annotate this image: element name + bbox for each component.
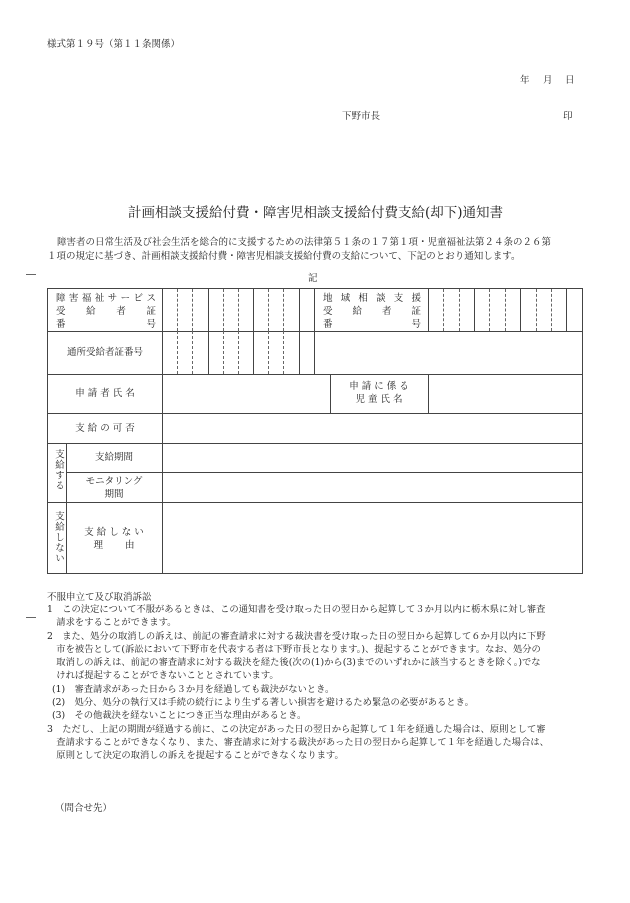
row-line <box>48 374 582 375</box>
col-line <box>162 289 163 573</box>
digit-divider <box>566 289 567 331</box>
recipient-label-char: 号 <box>146 319 156 330</box>
child-name-label-line2: 児 童 氏 名 <box>355 394 403 405</box>
row-line <box>66 472 582 473</box>
row-line <box>48 443 582 444</box>
form-number: 様式第１９号（第１１条関係） <box>47 39 181 50</box>
digit-divider <box>299 289 300 331</box>
notification-table <box>47 288 583 574</box>
digit-divider <box>253 289 254 331</box>
fold-mark-1 <box>26 274 36 275</box>
digit-divider <box>474 289 475 331</box>
appeal-line: 2 また、処分の取消しの訴えは、前記の審査請求に対する裁決書を受け取った日の翌日から起算して６か月以内に下野 <box>47 630 546 642</box>
col-line <box>428 374 429 413</box>
recipient-label-char: 受 <box>56 306 66 317</box>
digit-divider <box>551 289 552 331</box>
row-line <box>48 413 582 414</box>
digit-divider <box>177 331 178 374</box>
recipient-label-char: 給 <box>86 306 96 317</box>
regional-label-char: 番 <box>323 319 333 330</box>
appeal-line: 査請求することができなくなり、また、審査請求に対する裁決があった日の翌日から起算して１年を経過した場合は、 <box>47 736 549 748</box>
recipient-label-char: 障 <box>56 293 66 304</box>
monitoring-label-line2: 期間 <box>104 489 124 500</box>
regional-label-char: 域 <box>340 293 351 304</box>
contact-label: （問合せ先） <box>55 803 113 814</box>
regional-label-char: 者 <box>381 306 392 317</box>
recipient-label-char: 福 <box>81 293 92 304</box>
deny-group-label: 支給しない <box>53 511 64 564</box>
regional-label-char: 号 <box>411 319 421 330</box>
document-title: 計画相談支援給付費・障害児相談支援給付費支給(却下)通知書 <box>128 205 504 221</box>
appeal-line: 1 この決定について不服があるときは、この通知書を受け取った日の翌日から起算して３か月以内に栃木県に対し審査 <box>47 604 546 615</box>
ki-heading: 記 <box>308 273 318 284</box>
date-year: 年 <box>520 75 530 86</box>
digit-divider <box>238 289 239 331</box>
regional-label-char: 証 <box>411 306 421 317</box>
date-month: 月 <box>543 75 553 86</box>
child-name-label <box>330 380 428 406</box>
digit-divider <box>505 289 506 331</box>
digit-divider <box>283 331 284 374</box>
monitoring-period-label <box>66 475 162 501</box>
digit-divider <box>520 289 521 331</box>
seal-mark: 印 <box>563 111 573 122</box>
recipient-label-char: 害 <box>68 293 79 304</box>
grant-period-label: 支給期間 <box>94 452 133 463</box>
intro-paragraph <box>47 236 587 264</box>
row-line <box>48 502 582 503</box>
appeal-subitem: (1) 審査請求があった日から３か月を経過しても裁決がないとき。 <box>52 683 335 695</box>
approval-label: 支 給 の 可 否 <box>75 423 135 434</box>
digit-divider <box>192 289 193 331</box>
date-day: 日 <box>565 75 575 86</box>
appeal-heading: 不服申立て及び取消訴訟 <box>47 592 152 603</box>
recipient-label-char: 番 <box>56 319 66 330</box>
digit-divider <box>238 331 239 374</box>
recipient-label-char: ー <box>120 293 131 304</box>
digit-divider <box>489 289 490 331</box>
digit-divider <box>208 331 209 374</box>
appeal-line: 市を被告として(訴訟において下野市を代表する者は下野市長となります。)、提起することができます。なお、処分の <box>47 643 541 655</box>
deny-reason-line1: 支 給 し な い <box>84 527 144 538</box>
regional-label-char: 地 <box>323 293 333 304</box>
digit-divider <box>192 331 193 374</box>
fold-mark-2 <box>26 617 36 618</box>
digit-divider <box>443 289 444 331</box>
recipient-label-char: 者 <box>116 306 126 317</box>
recipient-label-char: ビ <box>133 293 144 304</box>
digit-divider <box>177 289 178 331</box>
appeal-line: 原則として決定の取消しの訴えを提起することができなくなります。 <box>47 750 344 762</box>
digit-divider <box>268 331 269 374</box>
col-line <box>314 331 315 374</box>
recipient-number-label <box>56 292 156 331</box>
col-line <box>314 289 315 331</box>
regional-label-char: 援 <box>411 293 421 304</box>
digit-divider <box>459 289 460 331</box>
digit-divider <box>283 289 284 331</box>
digit-divider <box>536 289 537 331</box>
digit-divider <box>268 289 269 331</box>
appeal-line: ければ提起することができないこととされています。 <box>47 670 279 682</box>
regional-label-char: 給 <box>352 306 362 317</box>
digit-divider <box>299 331 300 374</box>
appeal-subitem: (2) 処分、処分の執行又は手続の続行により生ずる著しい損害を避けるため緊急の必要があるとき。 <box>52 697 474 709</box>
monitoring-label-line1: モニタリング <box>85 476 143 487</box>
day-care-number-label: 通所受給者証番号 <box>66 347 143 358</box>
digit-divider <box>223 331 224 374</box>
applicant-name-label: 申 請 者 氏 名 <box>75 388 135 399</box>
recipient-label-char: ス <box>146 293 156 304</box>
appeal-line: 3 ただし、上記の期間が経過する前に、この決定があった日の翌日から起算して１年を経過した場合は、原則として審 <box>47 723 546 735</box>
deny-reason-line2: 理 由 <box>93 540 135 551</box>
sender-name: 下野市長 <box>342 111 381 122</box>
appeal-line: 取消しの訴えは、前記の審査請求に対する裁決を経た後(次の(1)から(3)までのいずれかに該当するときを除く。)でな <box>47 657 541 669</box>
recipient-label-char: サ <box>107 293 118 304</box>
regional-label-char: 受 <box>323 306 333 317</box>
digit-divider <box>223 289 224 331</box>
child-name-label-line1: 申 請 に 係 る <box>349 381 409 392</box>
regional-label-char: 談 <box>376 293 386 304</box>
regional-label-char: 相 <box>358 293 368 304</box>
digit-divider <box>253 331 254 374</box>
digit-divider <box>208 289 209 331</box>
grant-group-label: 支給する <box>53 449 64 491</box>
appeal-line: 請求をすることができます。 <box>47 617 177 629</box>
intro-line-2: １項の規定に基づき、計画相談支援給付費・障害児相談支援給付費の支給について、下記のとおり通知します。 <box>47 251 521 262</box>
recipient-label-char: 証 <box>146 306 156 317</box>
row-line <box>48 331 582 332</box>
appeal-body <box>47 603 592 763</box>
intro-line-1: 障害者の日常生活及び社会生活を総合的に支援するための法律第５１条の１７第１項・児童福祉法第２４条の２６第 <box>57 237 552 248</box>
regional-label-char: 支 <box>393 293 404 304</box>
regional-number-label <box>323 292 421 331</box>
recipient-label-char: 祉 <box>94 293 105 304</box>
appeal-subitem: (3) その他裁決を経ないことにつき正当な理由があるとき。 <box>52 710 307 722</box>
col-line <box>428 289 429 331</box>
deny-reason-label <box>66 526 162 552</box>
